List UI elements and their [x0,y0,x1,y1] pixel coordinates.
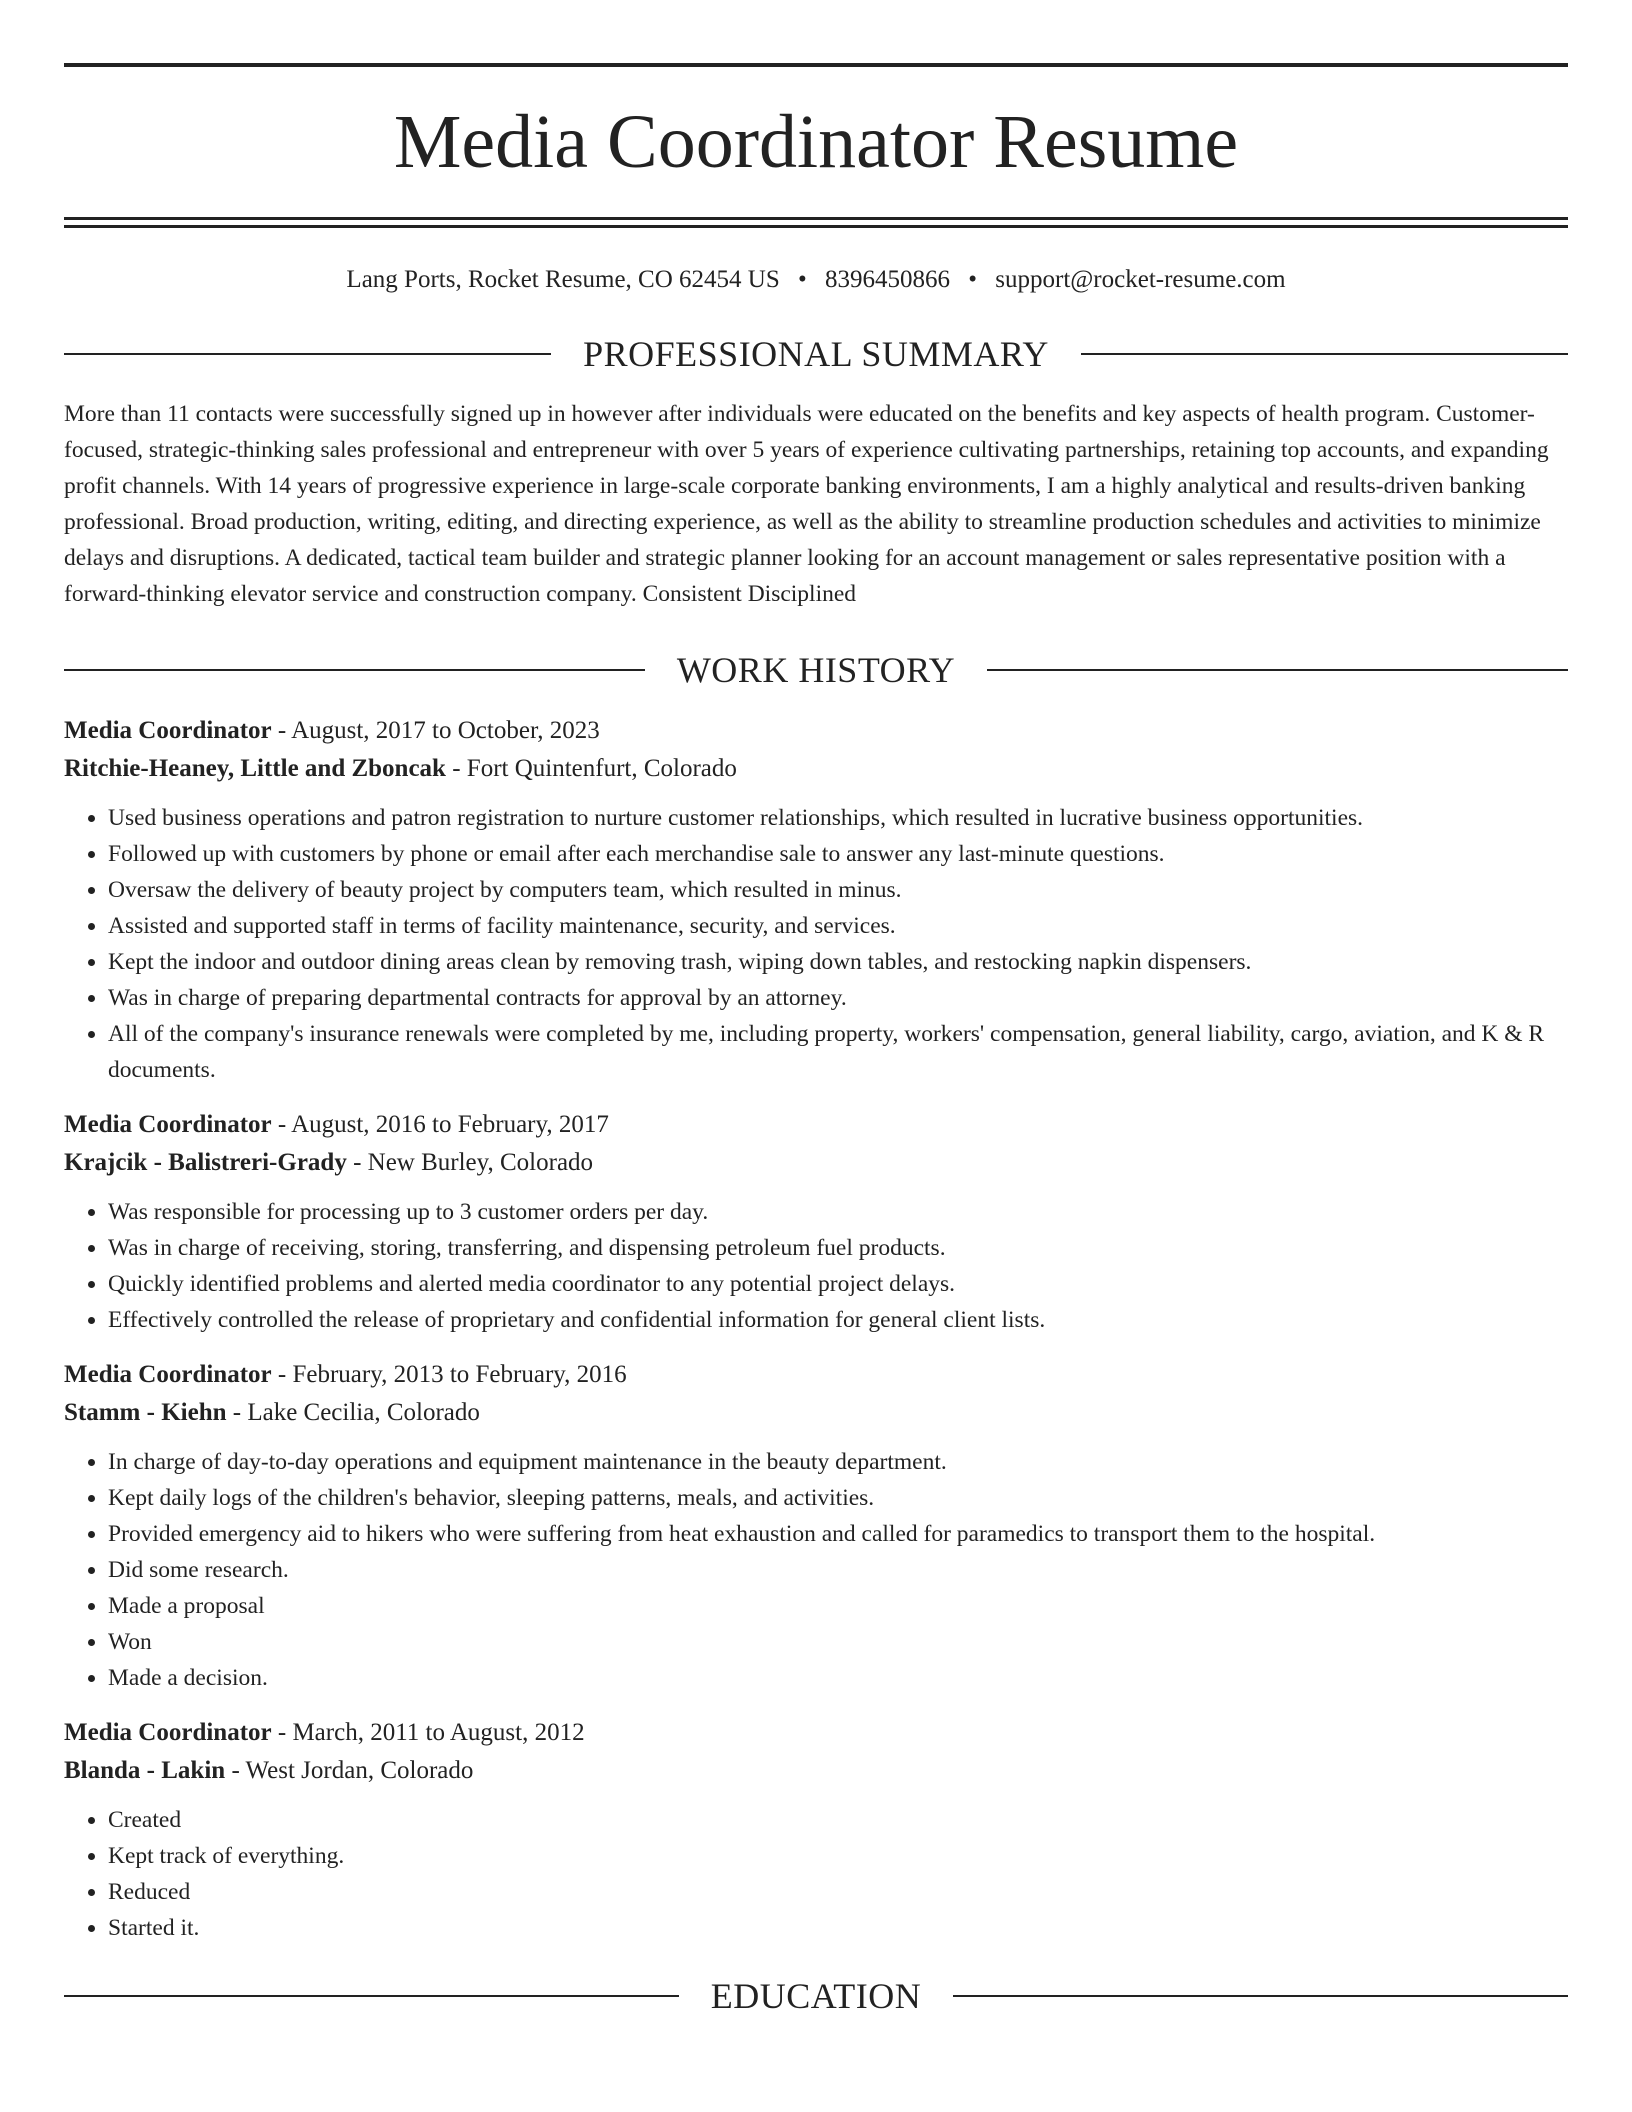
job-entry [64,712,1568,1088]
job-location: - Fort Quintenfurt, Colorado [445,755,737,782]
job-company: Blanda - Lakin [64,1757,226,1784]
job-location: - West Jordan, Colorado [225,1757,474,1784]
job-entry [64,1714,1568,1946]
resume-page [64,0,1568,2018]
job-company: Stamm - Kiehn [64,1399,227,1426]
divider-line [64,1995,679,1997]
job-company-line [64,1752,1568,1790]
job-bullets [64,1194,1568,1338]
list-item: • Quickly identified problems and alerted media coordinator to any potential project delays. [108,1266,1568,1302]
list-item: • Used business operations and patron registration to nurture customer relationships, which resulted in lucrative business opportunities. [108,800,1568,836]
job-title-line [64,712,1568,750]
summary-heading: PROFESSIONAL SUMMARY [583,334,1049,374]
job-title: Media Coordinator [64,1111,272,1138]
contact-separator: • [798,266,807,293]
divider-line [1081,353,1568,355]
list-item: • Created [108,1802,1568,1838]
job-entry [64,1106,1568,1338]
divider-line [987,669,1568,671]
education-heading: EDUCATION [710,1976,922,2016]
list-item: • Won [108,1624,1568,1660]
divider-line [64,353,551,355]
job-entry [64,1356,1568,1696]
list-item: • Kept daily logs of the children's behavior, sleeping patterns, meals, and activities. [108,1480,1568,1516]
list-item: • All of the company's insurance renewals were completed by me, including property, workers' compensation, general liability, cargo, aviation, and K & R documents. [108,1016,1568,1088]
top-rule [64,63,1568,67]
page-title: Media Coordinator Resume [393,100,1239,184]
list-item: • Was in charge of preparing departmental contracts for approval by an attorney. [108,980,1568,1016]
list-item: • Started it. [108,1910,1568,1946]
work-heading: WORK HISTORY [676,650,956,690]
list-item: • Effectively controlled the release of proprietary and confidential information for general client lists. [108,1302,1568,1338]
job-company: Krajcik - Balistreri-Grady [64,1149,347,1176]
job-company-line [64,1144,1568,1182]
list-item: • Made a proposal [108,1588,1568,1624]
contact-phone: 8396450866 [825,266,951,293]
job-title: Media Coordinator [64,1719,272,1746]
job-title: Media Coordinator [64,717,272,744]
work-section-header [64,648,1568,692]
list-item: • Reduced [108,1874,1568,1910]
job-title: Media Coordinator [64,1361,272,1388]
list-item: • Oversaw the delivery of beauty project by computers team, which resulted in minus. [108,872,1568,908]
list-item: • Kept the indoor and outdoor dining areas clean by removing trash, wiping down tables, and restocking napkin dispensers. [108,944,1568,980]
job-location: - Lake Cecilia, Colorado [226,1399,480,1426]
job-company-line [64,1394,1568,1432]
contact-separator: • [968,266,978,293]
job-title-line [64,1106,1568,1144]
list-item: • Kept track of everything. [108,1838,1568,1874]
divider-line [64,669,645,671]
job-bullets [64,800,1568,1088]
contact-address: Lang Ports, Rocket Resume, CO 62454 US [346,266,780,293]
divider-line [953,1995,1568,1997]
job-company-line [64,750,1568,788]
work-history-list [64,712,1568,1946]
contact-line [64,264,1568,296]
list-item: • Provided emergency aid to hikers who were suffering from heat exhaustion and called for paramedics to transport them to the hospital. [108,1516,1568,1552]
list-item: • Followed up with customers by phone or email after each merchandise sale to answer any last-minute questions. [108,836,1568,872]
job-dates: - August, 2016 to February, 2017 [271,1111,609,1138]
job-company: Ritchie-Heaney, Little and Zboncak [64,755,446,782]
job-title-line [64,1714,1568,1752]
job-dates: - February, 2013 to February, 2016 [271,1361,627,1388]
job-dates: - August, 2017 to October, 2023 [271,717,600,744]
list-item: • Assisted and supported staff in terms of facility maintenance, security, and services. [108,908,1568,944]
job-bullets [64,1444,1568,1696]
job-location: - New Burley, Colorado [346,1149,594,1176]
title-double-rule [64,217,1568,228]
list-item: • Did some research. [108,1552,1568,1588]
list-item: • In charge of day-to-day operations and equipment maintenance in the beauty department. [108,1444,1568,1480]
list-item: • Made a decision. [108,1660,1568,1696]
job-title-line [64,1356,1568,1394]
summary-section-header [64,332,1568,376]
education-section-header [64,1974,1568,2018]
job-dates: - March, 2011 to August, 2012 [271,1719,585,1746]
contact-email: support@rocket-resume.com [995,266,1286,293]
list-item: • Was responsible for processing up to 3 customer orders per day. [108,1194,1568,1230]
summary-text: More than 11 contacts were successfully signed up in however after individuals were educated on the benefits and key aspects of health program. Customer-focused, strategic-thinking sales professional and entrepreneur with over 5 years of experience cultivating partnerships, retaining top accounts, and expanding profit channels. With 14 years of progressive experience in large-scale corporate banking environments, I am a highly analytical and results-driven banking professional. Broad production, writing, editing, and directing experience, as well as the ability to streamline production schedules and activities to minimize delays and disruptions. A dedicated, tactical team builder and strategic planner looking for an account management or sales representative position with a forward-thinking elevator service and construction company. Consistent Disciplined [64,401,1549,607]
list-item: • Was in charge of receiving, storing, transferring, and dispensing petroleum fuel products. [108,1230,1568,1266]
job-bullets [64,1802,1568,1946]
